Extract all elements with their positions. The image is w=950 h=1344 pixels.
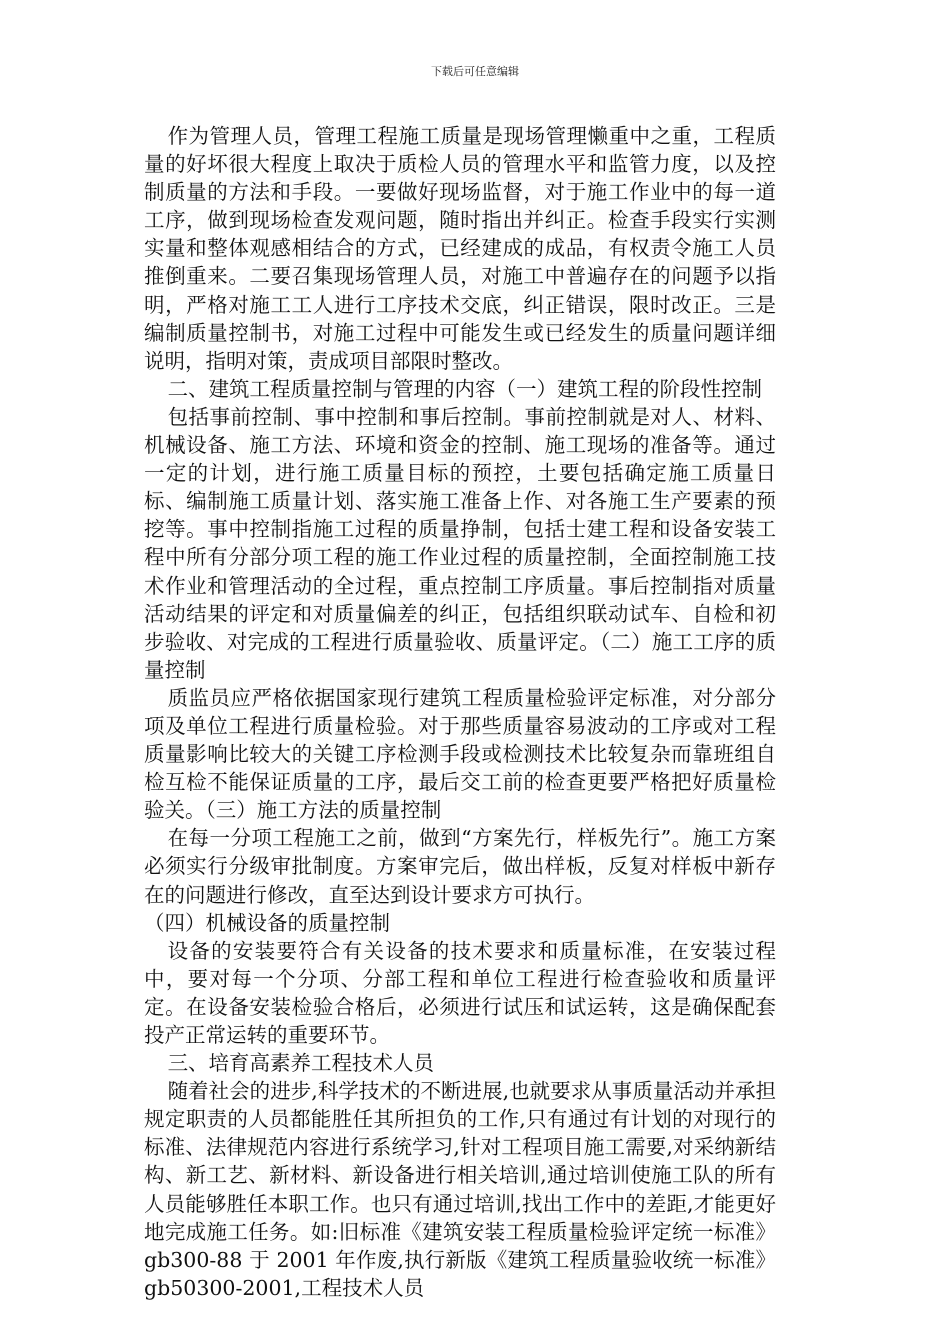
page-header: 下载后可任意编辑	[431, 65, 519, 78]
paragraph-equipment-installation: 设备的安装要符合有关设备的技术要求和质量标准，在安装过程中，要对每一个分项、分部工程和单位工程进行检查验收和质量评定。在设备安装检验合格后，必须进行试压和试运转，这是确保配套投产正常运转的重要环节。	[144, 938, 776, 1047]
paragraph-process-quality-control: 质监员应严格依据国家现行建筑工程质量检验评定标准，对分部分项及单位工程进行质量检验。对于那些质量容易波动的工序或对工程质量影响比较大的关键工序检测手段或检测技术比较复杂而靠班组自检互检不能保证质量的工序，最后交工前的检查更要严格把好质量检验关。（三）施工方法的质量控制	[144, 685, 776, 823]
paragraph-stage-control: 包括事前控制、事中控制和事后控制。事前控制就是对人、材料、机械设备、施工方法、环境和资金的控制、施工现场的准备等。通过一定的计划，进行施工质量目标的预控，土要包括确定施工质量日标、编制施工质量计划、落实施工准备上作、对各施工生产要素的预挖等。事中控制指施工过程的质量挣制，包括士建工程和设备安装工程中所有分部分项工程的施工作业过程的质量控制，全面控制施工技术作业和管理活动的全过程，重点控制工序质量。事后控制指对质量活动结果的评定和对质量偏差的纠正，包括组织联动试车、自检和初步验收、对完成的工程进行质量验收、质量评定。（二）施工工序的质量控制	[144, 404, 776, 682]
section-heading-quality-control-content: 二、建筑工程质量控制与管理的内容（一）建筑工程的阶段性控制	[167, 376, 763, 401]
paragraph-training: 随着社会的进步,科学技术的不断进展,也就要求从事质量活动并承担规定职责的人员都能胜任其所担负的工作,只有通过有计划的对现行的标准、法律规范内容进行系统学习,针对工程项目施工需要,对采纳新结构、新工艺、新材料、新设备进行相关培训,通过培训使施工队的所有人员能够胜任本职工作。也只有通过培训,找出工作中的差距,才能更好地完成施工任务。如:旧标准《建筑安装工程质量检验评定统一标准》gb300-88 于 2001 年作废,执行新版《建筑工程质量验收统一标准》gb50300-2001,工程技术人员	[144, 1079, 776, 1300]
subheading-equipment-quality-control: （四）机械设备的质量控制	[144, 910, 390, 935]
paragraph-construction-method-control: 在每一分项工程施工之前，做到“方案先行，样板先行”。施工方案必须实行分级审批制度。方案审完后，做出样板，反复对样板中新存在的问题进行修改，直至达到设计要求方可执行。	[144, 826, 776, 907]
section-heading-technical-personnel: 三、培育高素养工程技术人员	[167, 1051, 435, 1076]
paragraph-management-duties: 作为管理人员，管理工程施工质量是现场管理懒重中之重，工程质量的好坏很大程度上取决于质检人员的管理水平和监管力度，以及控制质量的方法和手段。一要做好现场监督，对于施工作业中的每一道工序，做到现场检查发观问题，随时指出并纠正。检查手段实行实测实量和整体观感相结合的方式，已经建成的成品，有权责令施工人员推倒重来。二要召集现场管理人员，对施工中普遍存在的问题予以指明，严格对施工工人进行工序技术交底，纠正错误，限时改正。三是编制质量控制书，对施工过程中可能发生或已经发生的质量问题详细说明，指明对策，责成项目部限时整改。	[144, 124, 776, 373]
document-body	[144, 122, 776, 1302]
